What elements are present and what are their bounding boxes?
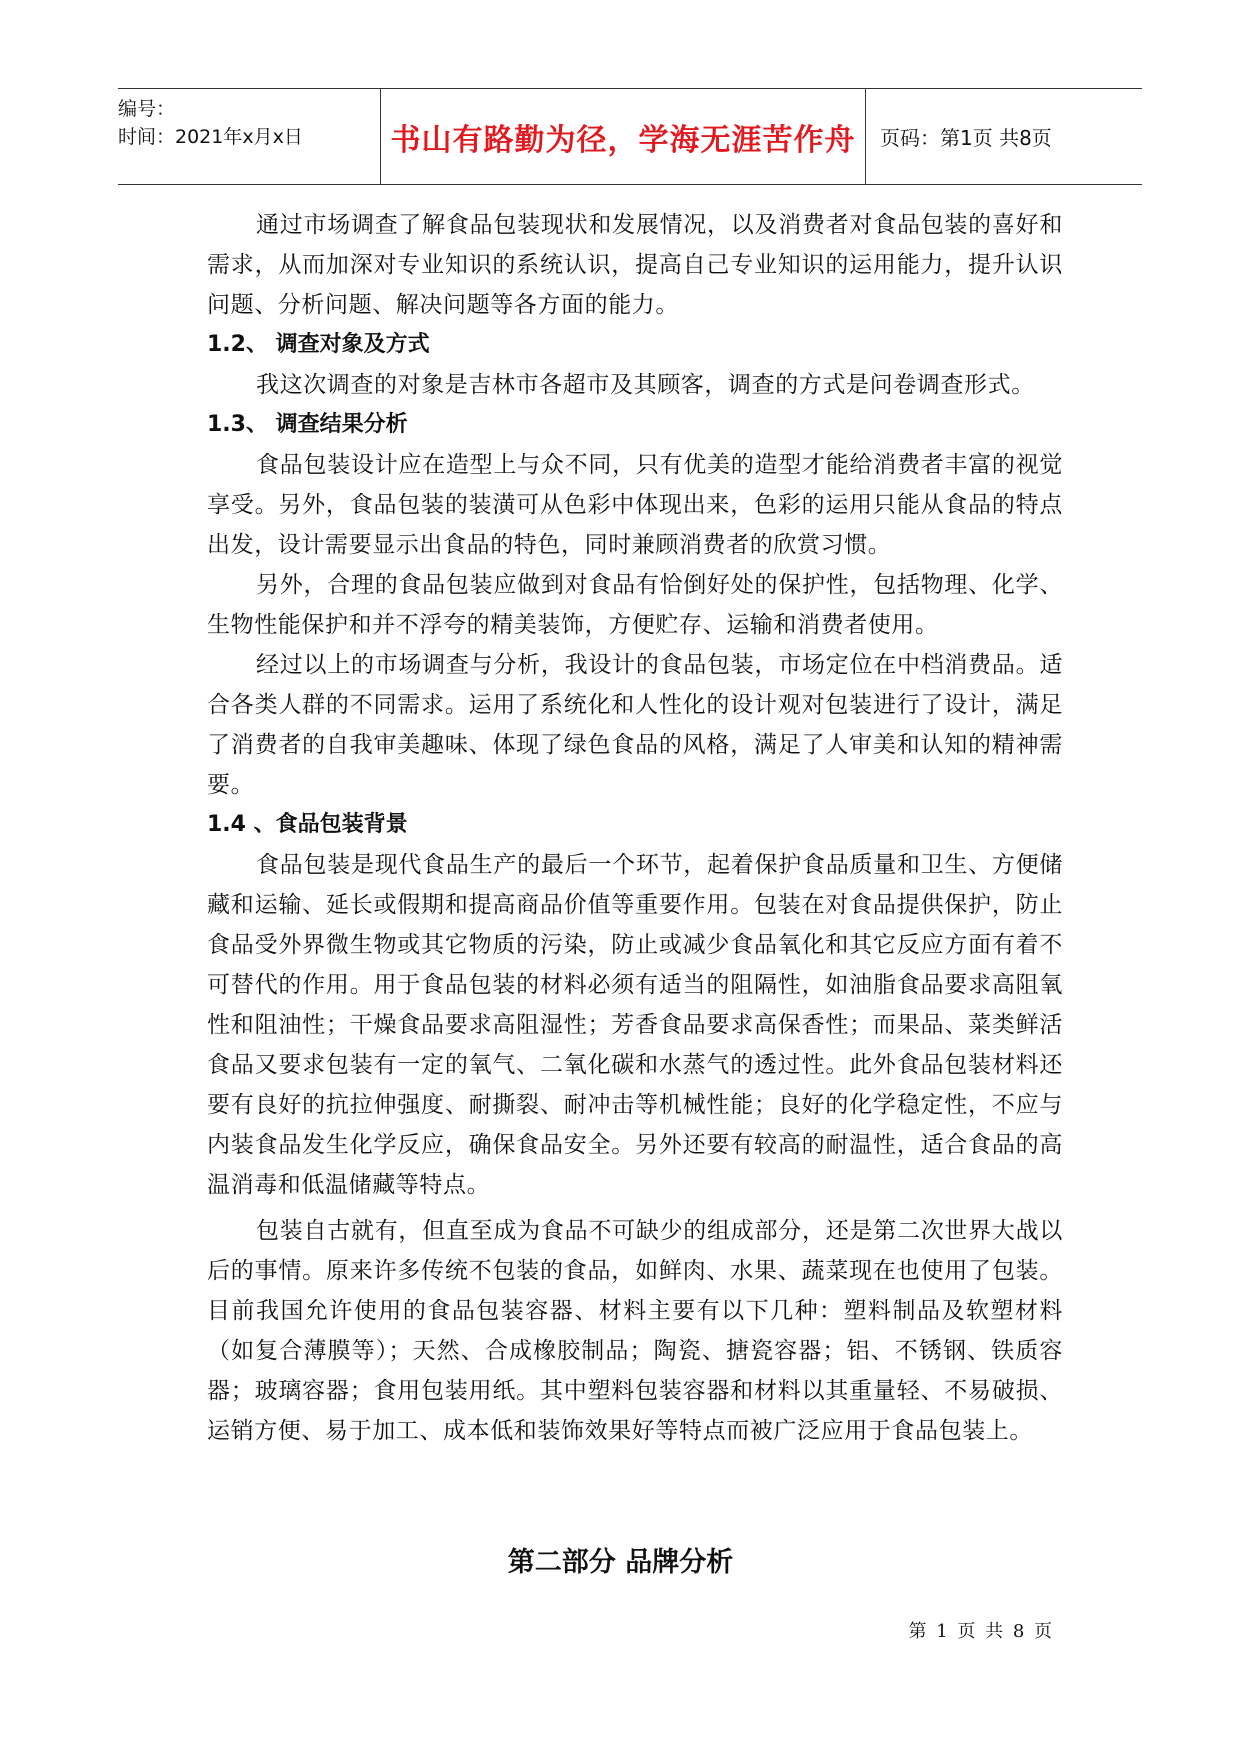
header-page-info: 页码：第1页 共8页: [880, 126, 1052, 150]
paragraph-1-3-a: 食品包装设计应在造型上与众不同，只有优美的造型才能给消费者丰富的视觉享受。另外，食品包装的装潢可从色彩中体现出来，色彩的运用只能从食品的特点出发，设计需要显示出食品的特色，同时兼顾消费者的欣赏习惯。: [207, 452, 1063, 558]
part-title: 第二部分 品牌分析: [507, 1547, 734, 1578]
section-heading-1-3: 1.3、 调查结果分析: [207, 412, 408, 437]
paragraph-1-3-c: 经过以上的市场调查与分析，我设计的食品包装，市场定位在中档消费品。适合各类人群的不同需求。运用了系统化和人性化的设计观对包装进行了设计，满足了消费者的自我审美趣味、体现了绿色食品的风格，满足了人审美和认知的精神需要。: [207, 652, 1063, 798]
time-label: 时间：2021年x月x日: [118, 126, 303, 148]
paragraph-1-3-b: 另外，合理的食品包装应做到对食品有恰倒好处的保护性，包括物理、化学、生物性能保护和并不浮夸的精美装饰，方便贮存、运输和消费者使用。: [207, 572, 1063, 638]
paragraph-1-4-a: 食品包装是现代食品生产的最后一个环节，起着保护食品质量和卫生、方便储藏和运输、延长或假期和提高商品价值等重要作用。包装在对食品提供保护，防止食品受外界微生物或其它物质的污染，防止或减少食品氧化和其它反应方面有着不可替代的作用。用于食品包装的材料必须有适当的阻隔性，如油脂食品要求高阻氧性和阻油性；干燥食品要求高阻湿性；芳香食品要求高保香性；而果品、菜类鲜活食品又要求包装有一定的氧气、二氧化碳和水蒸气的透过性。此外食品包装材料还要有良好的抗拉伸强度、耐撕裂、耐冲击等机械性能；良好的化学稳定性，不应与内装食品发生化学反应，确保食品安全。另外还要有较高的耐温性，适合食品的高温消毒和低温储藏等特点。: [207, 852, 1063, 1198]
paragraph-intro: 通过市场调查了解食品包装现状和发展情况，以及消费者对食品包装的喜好和需求，从而加深对专业知识的系统认识，提高自己专业知识的运用能力，提升认识问题、分析问题、解决问题等各方面的能力。: [207, 212, 1063, 318]
section-heading-1-2: 1.2、 调查对象及方式: [207, 332, 430, 357]
number-label: 编号：: [118, 98, 176, 120]
header-meta: [118, 89, 380, 184]
paragraph-1-4-b: 包装自古就有，但直至成为食品不可缺少的组成部分，还是第二次世界大战以后的事情。原来许多传统不包装的食品，如鲜肉、水果、蔬菜现在也使用了包装。目前我国允许使用的食品包装容器、材料主要有以下几种：塑料制品及软塑材料（如复合薄膜等）；天然、合成橡胶制品；陶瓷、搪瓷容器；铝、不锈钢、铁质容器；玻璃容器；食用包装用纸。其中塑料包装容器和材料以其重量轻、不易破损、运销方便、易于加工、成本低和装饰效果好等特点而被广泛应用于食品包装上。: [207, 1218, 1063, 1444]
paragraph-1-2: 我这次调查的对象是吉林市各超市及其顾客，调查的方式是问卷调查形式。: [256, 372, 1035, 398]
header-motto: 书山有路勤为径，学海无涯苦作舟: [380, 89, 866, 184]
section-heading-1-4: 1.4 、食品包装背景: [207, 812, 408, 837]
document-body: [207, 205, 1063, 1451]
page-footer: 第 1 页 共 8 页: [908, 1621, 1054, 1642]
page-header: [118, 88, 1142, 185]
